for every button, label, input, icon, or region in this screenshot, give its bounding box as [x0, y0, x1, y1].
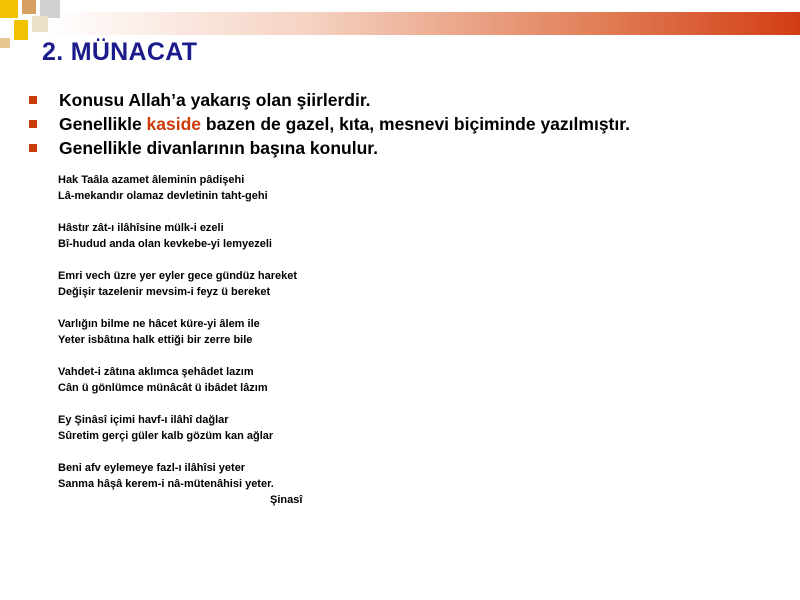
- slide-title: 2. MÜNACAT: [42, 38, 198, 66]
- bullet-item: [28, 88, 630, 112]
- poem-stanza: [58, 460, 297, 492]
- bullet-text: Konusu Allah’a yakarış olan şiirlerdir.: [59, 90, 371, 110]
- poem-line: Sanma hâşâ kerem-i nâ-mütenâhisi yeter.: [58, 478, 274, 490]
- poem-line: Sûretim gerçi güler kalb gözüm kan ağlar: [58, 430, 274, 442]
- poem-line: Varlığın bilme ne hâcet küre-yi âlem ile: [58, 318, 260, 330]
- header-gradient-bar: [46, 12, 800, 35]
- bullet-highlight-kaside: kaside: [146, 114, 202, 134]
- poem-stanza: [58, 316, 297, 348]
- poem-line: Emri vech üzre yer eyler gece gündüz hareket: [58, 270, 298, 282]
- poem-line: Vahdet-i zâtına aklımca şehâdet lazım: [58, 366, 254, 378]
- poem-line: Yeter isbâtına halk ettiği bir zerre bile: [58, 334, 253, 346]
- poem-line: Hâstır zât-ı ilâhîsine mülk-i ezeli: [58, 222, 224, 234]
- bullet-list: [28, 88, 630, 160]
- poem-stanza: [58, 364, 297, 396]
- bullet-text-pre: Genellikle: [59, 114, 147, 134]
- poem-stanza: [58, 220, 297, 252]
- poem: [58, 172, 297, 508]
- poem-author: Şinasî: [270, 494, 303, 506]
- bullet-item: [28, 136, 630, 160]
- poem-line: Cân ü gönlümce münâcât ü ibâdet lâzım: [58, 382, 268, 394]
- poem-stanza: [58, 172, 297, 204]
- square-bullet-icon: [29, 144, 37, 152]
- bullet-text-post: bazen de gazel, kıta, mesnevi biçiminde yazılmıştır.: [201, 114, 630, 134]
- square-bullet-icon: [29, 96, 37, 104]
- poem-line: Bî-hudud anda olan kevkebe-yi lemyezeli: [58, 238, 272, 250]
- square-bullet-icon: [29, 120, 37, 128]
- poem-line: Ey Şinâsî içimi havf-ı ilâhî dağlar: [58, 414, 229, 426]
- poem-line: Hak Taâla azamet âleminin pâdişehi: [58, 174, 245, 186]
- bullet-item: [28, 112, 630, 136]
- poem-stanza: [58, 268, 297, 300]
- poem-line: Beni afv eylemeye fazl-ı ilâhîsi yeter: [58, 462, 246, 474]
- poem-line: Lâ-mekandır olamaz devletinin taht-gehi: [58, 190, 268, 202]
- poem-stanza: [58, 412, 297, 444]
- bullet-text: Genellikle divanlarının başına konulur.: [59, 138, 378, 158]
- poem-line: Değişir tazelenir mevsim-i feyz ü bereket: [58, 286, 271, 298]
